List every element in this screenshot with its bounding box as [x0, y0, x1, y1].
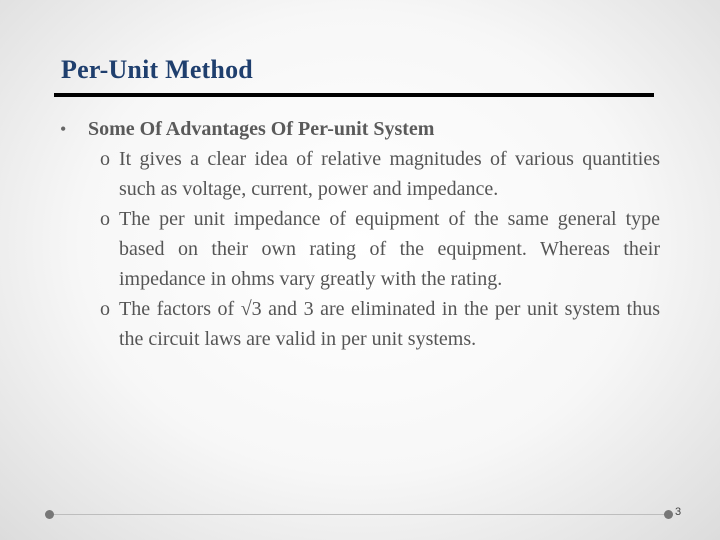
sub-point-text: The factors of √3 and 3 are eliminated in the per unit system thus the circuit laws are valid in per unit systems.: [119, 298, 660, 350]
footer-line: [50, 514, 670, 515]
page-number: 3: [675, 506, 682, 518]
circle-bullet-icon: o: [100, 208, 110, 230]
bullet-heading: Some Of Advantages Of Per-unit System: [88, 118, 435, 140]
title-underline: [54, 93, 654, 97]
sub-point-text: The per unit impedance of equipment of the same general type based on their own rating of the equipment. Whereas their impedance in ohms vary greatly with the rating.: [119, 208, 660, 290]
slide-content: [60, 114, 660, 354]
circle-bullet-icon: o: [100, 148, 110, 170]
sub-point: [100, 144, 660, 204]
sub-point-list: [60, 144, 660, 354]
sub-point: [100, 294, 660, 354]
footer-left-dot-icon: [45, 510, 54, 519]
footer-right-dot-icon: [664, 510, 673, 519]
sub-point: [100, 204, 660, 294]
bullet-dot-icon: •: [60, 119, 67, 139]
main-bullet: [60, 114, 660, 144]
slide-title: Per-Unit Method: [61, 55, 253, 84]
circle-bullet-icon: o: [100, 298, 110, 320]
sub-point-text: It gives a clear idea of relative magnitudes of various quantities such as voltage, current, power and impedance.: [119, 148, 660, 200]
